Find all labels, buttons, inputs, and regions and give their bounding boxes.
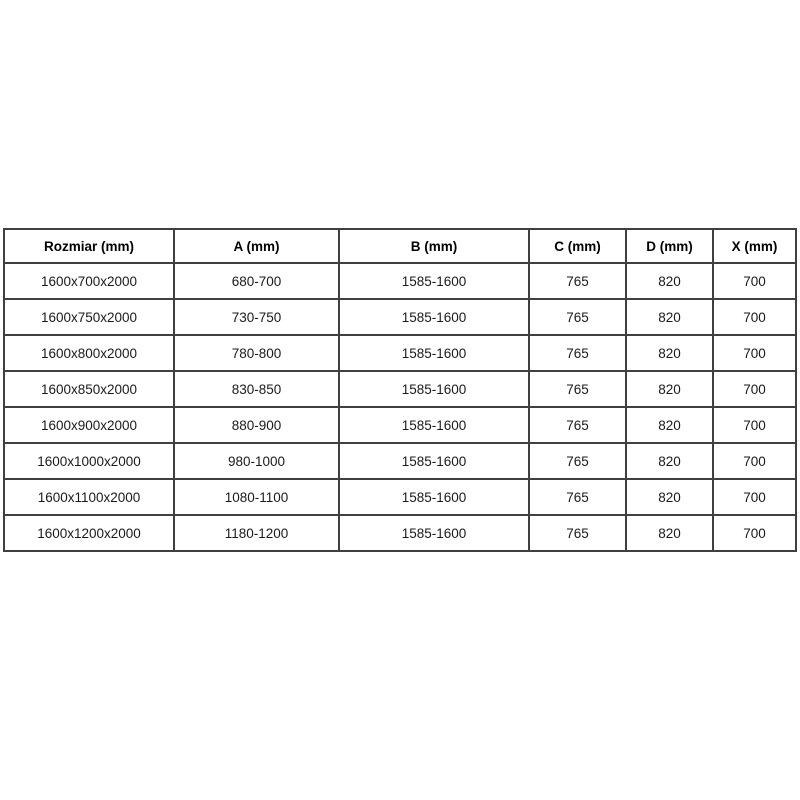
cell-c: 765 [529,299,626,335]
cell-x: 700 [713,371,796,407]
header-row [4,229,796,263]
cell-b: 1585-1600 [339,515,529,551]
cell-d: 820 [626,407,713,443]
cell-a: 980-1000 [174,443,339,479]
cell-rozmiar: 1600x1000x2000 [4,443,174,479]
cell-rozmiar: 1600x750x2000 [4,299,174,335]
table-row [4,299,796,335]
cell-b: 1585-1600 [339,335,529,371]
cell-c: 765 [529,371,626,407]
cell-b: 1585-1600 [339,299,529,335]
cell-rozmiar: 1600x900x2000 [4,407,174,443]
table-row [4,263,796,299]
cell-a: 780-800 [174,335,339,371]
table-row [4,371,796,407]
dimensions-table [3,228,797,552]
cell-d: 820 [626,371,713,407]
table-row [4,479,796,515]
cell-x: 700 [713,263,796,299]
cell-a: 680-700 [174,263,339,299]
cell-x: 700 [713,479,796,515]
cell-a: 880-900 [174,407,339,443]
cell-c: 765 [529,443,626,479]
column-header-rozmiar: Rozmiar (mm) [4,229,174,263]
cell-rozmiar: 1600x1100x2000 [4,479,174,515]
cell-rozmiar: 1600x800x2000 [4,335,174,371]
cell-a: 1080-1100 [174,479,339,515]
cell-b: 1585-1600 [339,443,529,479]
cell-d: 820 [626,479,713,515]
table-row [4,515,796,551]
cell-d: 820 [626,443,713,479]
cell-c: 765 [529,515,626,551]
cell-c: 765 [529,407,626,443]
cell-d: 820 [626,335,713,371]
cell-x: 700 [713,407,796,443]
column-header-x: X (mm) [713,229,796,263]
cell-a: 730-750 [174,299,339,335]
cell-x: 700 [713,443,796,479]
cell-c: 765 [529,335,626,371]
cell-a: 830-850 [174,371,339,407]
cell-d: 820 [626,299,713,335]
cell-a: 1180-1200 [174,515,339,551]
column-header-b: B (mm) [339,229,529,263]
cell-x: 700 [713,299,796,335]
cell-rozmiar: 1600x700x2000 [4,263,174,299]
column-header-a: A (mm) [174,229,339,263]
cell-b: 1585-1600 [339,263,529,299]
table-row [4,407,796,443]
cell-d: 820 [626,263,713,299]
cell-b: 1585-1600 [339,371,529,407]
cell-b: 1585-1600 [339,479,529,515]
cell-x: 700 [713,515,796,551]
cell-c: 765 [529,263,626,299]
table-row [4,335,796,371]
cell-rozmiar: 1600x1200x2000 [4,515,174,551]
column-header-c: C (mm) [529,229,626,263]
cell-rozmiar: 1600x850x2000 [4,371,174,407]
cell-x: 700 [713,335,796,371]
column-header-d: D (mm) [626,229,713,263]
cell-d: 820 [626,515,713,551]
cell-b: 1585-1600 [339,407,529,443]
table-row [4,443,796,479]
cell-c: 765 [529,479,626,515]
